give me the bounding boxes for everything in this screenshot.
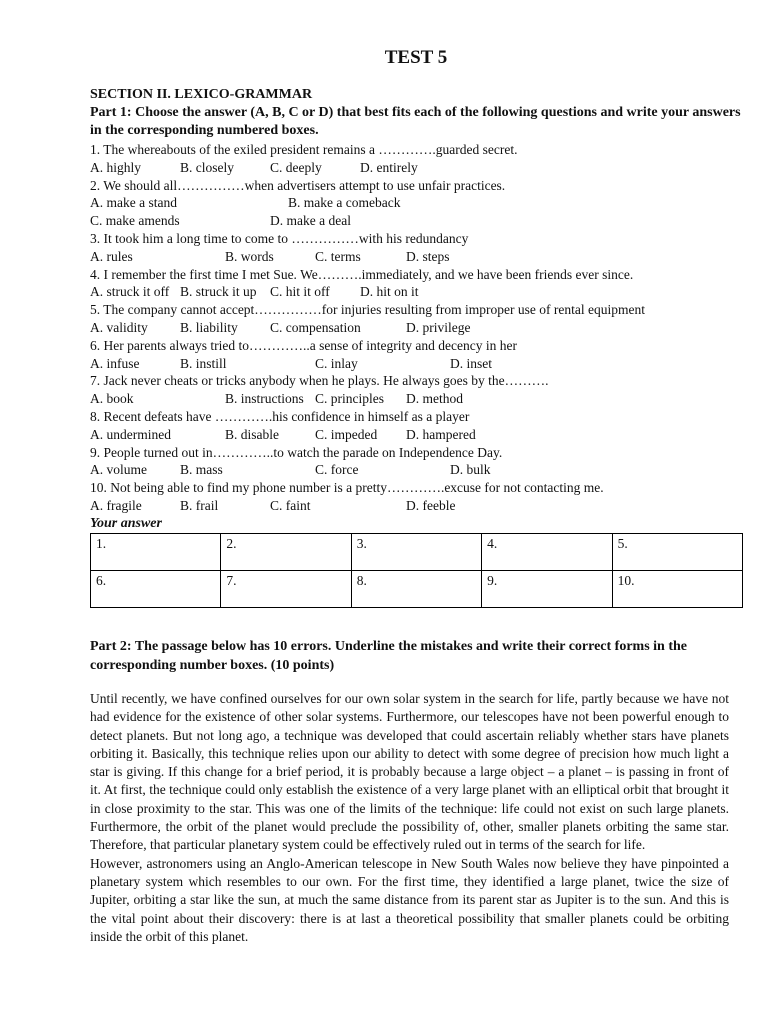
answer-box[interactable]: 2. [221, 534, 351, 571]
answer-option[interactable]: A. infuse [90, 355, 140, 371]
question-stem: 2. We should all……………when advertisers attempt to use unfair practices. [90, 177, 506, 193]
answer-option[interactable]: B. struck it up [180, 284, 257, 300]
options-row [90, 194, 750, 212]
passage-paragraph: However, astronomers using an Anglo-American telescope in New South Wales now believe they have pinpointed a planetary system which resembles to our own. For the first time, they identified a large planet, twice the size of Jupiter, orbiting a star like the sun, at much the same distance from its parent star as Jupiter is to the sun. And this is the vital point about their discovery: there is at last a theoretical possibility that smaller planets could be orbiting inside the orbit of this planet. [90, 855, 729, 944]
options-row [90, 283, 750, 301]
answer-option[interactable]: C. principles [315, 391, 384, 407]
options-row [90, 497, 750, 515]
options-row [90, 426, 750, 444]
answer-box[interactable]: 1. [91, 534, 221, 571]
answer-option[interactable]: C. deeply [270, 159, 322, 175]
answer-option[interactable]: C. inlay [315, 355, 358, 371]
options-row [90, 390, 750, 408]
answer-option[interactable]: B. closely [180, 159, 234, 175]
answer-option[interactable]: A. fragile [90, 497, 142, 513]
answer-option[interactable]: C. impeded [315, 426, 378, 442]
answer-box[interactable]: 7. [221, 571, 351, 608]
passage-paragraph: Until recently, we have confined ourselves for our own solar system in the search for life, partly because we have not had evidence for the existence of other solar systems. Furthermore, our telescopes have not been powerful enough to detect planets. But not long ago, a technique was developed that could ascertain reliably whether stars have planets orbiting it. Basically, this technique relies upon our ability to detect with some degree of precision how much light a star is giving. If this change for a brief period, it is probably because a large object – a planet – is passing in front of it. At first, the technique could only establish the existence of a very large planet with an elliptical orbit that brought it in close proximity to the star. This was one of the limits of the technique: life could not exist on such large planets. Furthermore, the orbit of the planet would preclude the possibility of, other, smaller planets orbiting the same star. Therefore, that particular planetary system could be effectively ruled out in terms of the search for life. [90, 691, 729, 853]
answer-option[interactable]: B. instill [180, 355, 227, 371]
question-stem: 5. The company cannot accept……………for injuries resulting from improper use of rental equipment [90, 302, 645, 318]
answer-option[interactable]: A. volume [90, 462, 147, 478]
answer-option[interactable]: C. terms [315, 248, 361, 264]
answer-box[interactable]: 9. [482, 571, 612, 608]
section-title: SECTION II. LEXICO-GRAMMAR [90, 87, 313, 102]
options-row [90, 159, 750, 177]
answer-option[interactable]: D. bulk [450, 462, 491, 478]
answer-option[interactable]: B. instructions [225, 391, 304, 407]
question-stem: 8. Recent defeats have ………….his confidence in himself as a player [90, 408, 470, 424]
answer-option[interactable]: D. method [406, 391, 463, 407]
options-row [90, 355, 750, 373]
answer-option[interactable]: D. privilege [406, 319, 471, 335]
answer-option[interactable]: C. force [315, 462, 359, 478]
answer-option[interactable]: C. make amends [90, 213, 180, 229]
part1-instruction: Part 1: Choose the answer (A, B, C or D) that best fits each of the following questions and write your answers in the corresponding numbered boxes. [90, 105, 741, 138]
answer-box[interactable]: 8. [351, 571, 481, 608]
answer-option[interactable]: C. compensation [270, 319, 361, 335]
your-answer-label: Your answer [90, 516, 162, 531]
answer-option[interactable]: A. rules [90, 248, 133, 264]
answer-box[interactable]: 5. [612, 534, 742, 571]
answer-table [90, 533, 743, 608]
answer-row [91, 571, 743, 608]
options-row [90, 212, 750, 230]
part2-instruction: Part 2: The passage below has 10 errors. Underline the mistakes and write their correct forms in the corresponding number boxes. (10 points) [90, 639, 687, 673]
question-stem: 10. Not being able to find my phone number is a pretty………….excuse for not contacting me. [90, 480, 604, 496]
answer-box[interactable]: 3. [351, 534, 481, 571]
test-title: TEST 5 [384, 47, 448, 68]
options-row [90, 319, 750, 337]
answer-option[interactable]: A. validity [90, 319, 148, 335]
question-stem: 6. Her parents always tried to…………..a sense of integrity and decency in her [90, 337, 517, 353]
answer-option[interactable]: A. struck it off [90, 284, 170, 300]
answer-box[interactable]: 4. [482, 534, 612, 571]
answer-option[interactable]: A. undermined [90, 426, 171, 442]
answer-row [91, 534, 743, 571]
answer-option[interactable]: B. frail [180, 497, 219, 513]
answer-option[interactable]: A. make a stand [90, 195, 177, 211]
answer-option[interactable]: B. liability [180, 319, 238, 335]
answer-box[interactable]: 10. [612, 571, 742, 608]
answer-option[interactable]: A. book [90, 391, 134, 407]
question-list [90, 141, 750, 515]
answer-option[interactable]: D. make a deal [270, 213, 351, 229]
answer-option[interactable]: D. hit on it [360, 284, 419, 300]
question-stem: 4. I remember the first time I met Sue. We……….immediately, and we have been friends ever since. [90, 266, 634, 282]
answer-box[interactable]: 6. [91, 571, 221, 608]
options-row [90, 248, 750, 266]
answer-option[interactable]: D. hampered [406, 426, 476, 442]
answer-option[interactable]: D. steps [406, 248, 450, 264]
question-stem: 7. Jack never cheats or tricks anybody when he plays. He always goes by the………. [90, 373, 549, 389]
question-stem: 9. People turned out in…………..to watch the parade on Independence Day. [90, 444, 503, 460]
answer-option[interactable]: B. mass [180, 462, 223, 478]
answer-option[interactable]: A. highly [90, 159, 142, 175]
question-stem: 3. It took him a long time to come to ……………with his redundancy [90, 230, 469, 246]
answer-option[interactable]: C. hit it off [270, 284, 330, 300]
passage [90, 690, 729, 946]
answer-option[interactable]: B. make a comeback [288, 195, 401, 211]
answer-option[interactable]: D. entirely [360, 159, 418, 175]
answer-option[interactable]: B. disable [225, 426, 279, 442]
answer-option[interactable]: D. feeble [406, 497, 456, 513]
options-row [90, 461, 750, 479]
answer-option[interactable]: D. inset [450, 355, 492, 371]
question-stem: 1. The whereabouts of the exiled president remains a ………….guarded secret. [90, 142, 518, 157]
answer-option[interactable]: C. faint [270, 497, 311, 513]
answer-option[interactable]: B. words [225, 248, 274, 264]
